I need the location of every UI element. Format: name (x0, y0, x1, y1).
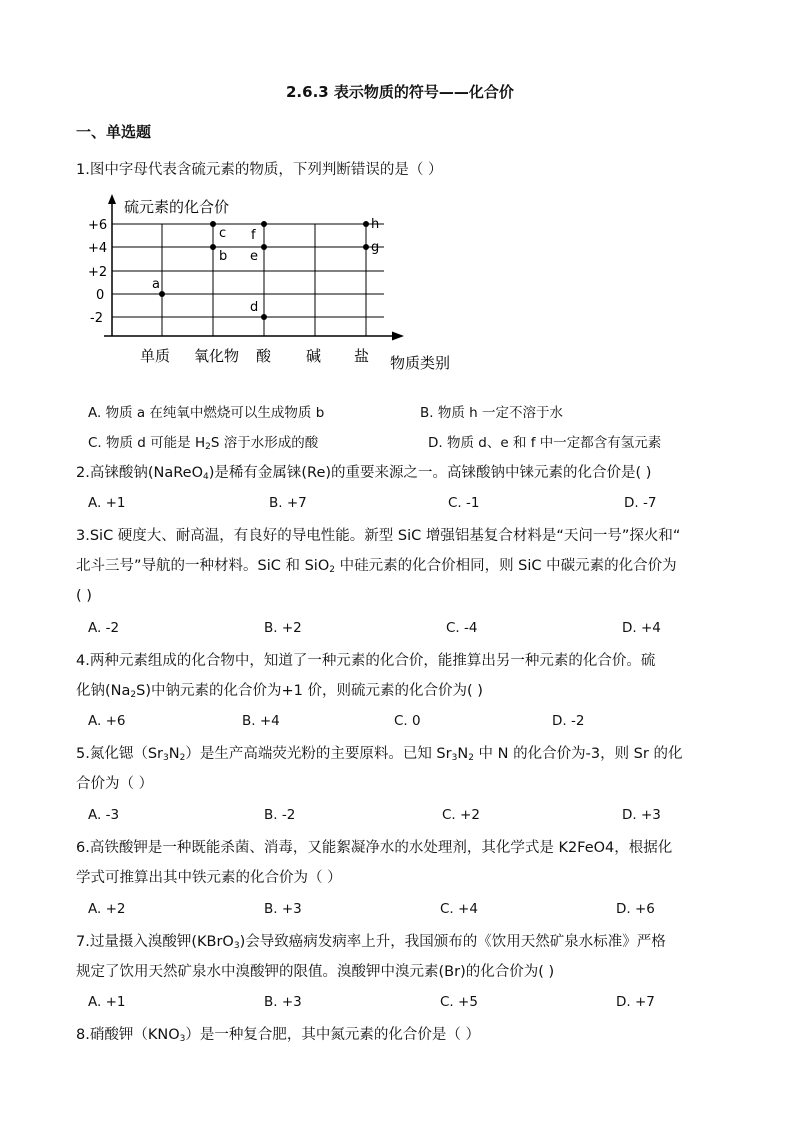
point-label-f: f (251, 228, 256, 243)
question-4-line-1: 4.两种元素组成的化合物中，知道了一种元素的化合价，能推算出另一种元素的化合价。硫 (76, 653, 656, 669)
q1-option-a[interactable]: A. 物质 a 在纯氧中燃烧可以生成物质 b (88, 405, 325, 421)
x-category-label: 碱 (306, 347, 322, 365)
sulfur-valence-chart (84, 190, 484, 378)
y-tick-label: +6 (88, 218, 108, 233)
q2-option-b[interactable]: B. +7 (269, 495, 307, 511)
y-axis-title: 硫元素的化合价 (124, 198, 230, 216)
point-label-b: b (219, 249, 228, 264)
y-tick-label: 0 (96, 288, 105, 303)
x-category-label: 盐 (354, 347, 370, 365)
point-label-c: c (219, 226, 227, 241)
q5-option-d[interactable]: D. +3 (622, 807, 661, 823)
question-1-stem: 1.图中字母代表含硫元素的物质，下列判断错误的是（ ） (76, 162, 443, 178)
q2-option-d[interactable]: D. -7 (624, 495, 657, 511)
x-category-label: 氧化物 (194, 347, 240, 365)
question-4-line-2: 化钠$(Na_2S)$中钠元素的化合价为+1 价，则硫元素的化合价为( ) (76, 683, 483, 700)
question-7-line-2: 规定了饮用天然矿泉水中溴酸钾的限值。溴酸钾中溴元素(Br)的化合价为( ) (76, 964, 555, 980)
q3-option-c[interactable]: C. -4 (446, 620, 478, 636)
q4-option-a[interactable]: A. +6 (88, 713, 126, 729)
x-category-label: 酸 (256, 347, 272, 365)
q2-option-c[interactable]: C. -1 (448, 495, 480, 511)
question-3-line-1: 3.SiC 硬度大、耐高温，有良好的导电性能。新型 SiC 增强铝基复合材料是“天问一号”探火和“ (76, 528, 681, 544)
point-h (363, 221, 369, 227)
question-6-line-1: 6.高铁酸钾是一种既能杀菌、消毒，又能絮凝净水的水处理剂，其化学式是 K2FeO4，根据化 (76, 840, 673, 856)
q3-option-a[interactable]: A. -2 (88, 620, 120, 636)
point-label-e: e (250, 249, 258, 264)
q7-option-b[interactable]: B. +3 (264, 994, 302, 1010)
point-f (261, 221, 267, 227)
y-tick-label: -2 (90, 311, 103, 326)
q7-option-a[interactable]: A. +1 (88, 994, 126, 1010)
question-5-line-1: 5.氮化锶$(Sr_3N_2)$是生产高端荧光粉的主要原料。已知 $Sr_3N_2$ 中 N 的化合价为-3，则 Sr 的化 (76, 746, 683, 763)
point-label-a: a (152, 277, 160, 292)
q6-option-d[interactable]: D. +6 (616, 901, 655, 917)
q2-option-a[interactable]: A. +1 (88, 495, 126, 511)
section-heading: 一、单选题 (76, 123, 152, 141)
q4-option-c[interactable]: C. 0 (394, 713, 421, 729)
point-label-g: g (371, 240, 380, 255)
y-tick-label: +2 (88, 265, 108, 280)
q3-option-d[interactable]: D. +4 (622, 620, 661, 636)
q6-option-a[interactable]: A. +2 (88, 901, 126, 917)
q7-option-c[interactable]: C. +5 (440, 994, 478, 1010)
q6-option-b[interactable]: B. +3 (264, 901, 302, 917)
q4-option-b[interactable]: B. +4 (242, 713, 280, 729)
point-d (261, 314, 267, 320)
q7-option-d[interactable]: D. +7 (616, 994, 655, 1010)
x-axis-title: 物质类别 (390, 354, 451, 372)
point-label-d: d (250, 300, 259, 315)
point-e (261, 244, 267, 250)
question-2-stem: 2.高铼酸钠(NaReO$_4$)是稀有金属铼(Re)的重要来源之一。高铼酸钠中铼元素的化合价是( ) (76, 465, 652, 482)
point-b (210, 244, 216, 250)
question-3-line-2: 北斗三号”导航的一种材料。SiC 和 SiO$_2$ 中硅元素的化合价相同，则 SiC 中碳元素的化合价为 (76, 558, 677, 575)
question-7-line-1: 7.过量摄入溴酸钾(KBrO$_3$)会导致癌病发病率上升，我国颁布的《饮用天然矿泉水标准》严格 (76, 934, 666, 951)
q4-option-d[interactable]: D. -2 (552, 713, 585, 729)
question-8-stem: 8.硝酸钾$(KNO_3)$是一种复合肥，其中氮元素的化合价是（ ） (76, 1027, 480, 1044)
q1-option-d[interactable]: D. 物质 d、e 和 f 中一定都含有氢元素 (428, 435, 662, 451)
point-label-h: h (371, 217, 380, 232)
q5-option-b[interactable]: B. -2 (264, 807, 296, 823)
question-6-line-2: 学式可推算出其中铁元素的化合价为（ ） (76, 870, 342, 886)
q1-option-b[interactable]: B. 物质 h 一定不溶于水 (420, 405, 563, 421)
y-tick-label: +4 (88, 241, 108, 256)
q5-option-c[interactable]: C. +2 (442, 807, 480, 823)
question-3-line-3: ( ) (76, 588, 92, 604)
q1-option-c[interactable]: C. 物质 d 可能是 $H_2S$ 溶于水形成的酸 (88, 435, 319, 452)
question-5-line-2: 合价为（ ） (76, 776, 154, 792)
q3-option-b[interactable]: B. +2 (264, 620, 302, 636)
q6-option-c[interactable]: C. +4 (440, 901, 478, 917)
point-g (363, 244, 369, 250)
x-category-label: 单质 (140, 347, 171, 365)
q5-option-a[interactable]: A. -3 (88, 807, 120, 823)
point-c (210, 221, 216, 227)
page-title: 2.6.3 表示物质的符号——化合价 (286, 83, 514, 101)
